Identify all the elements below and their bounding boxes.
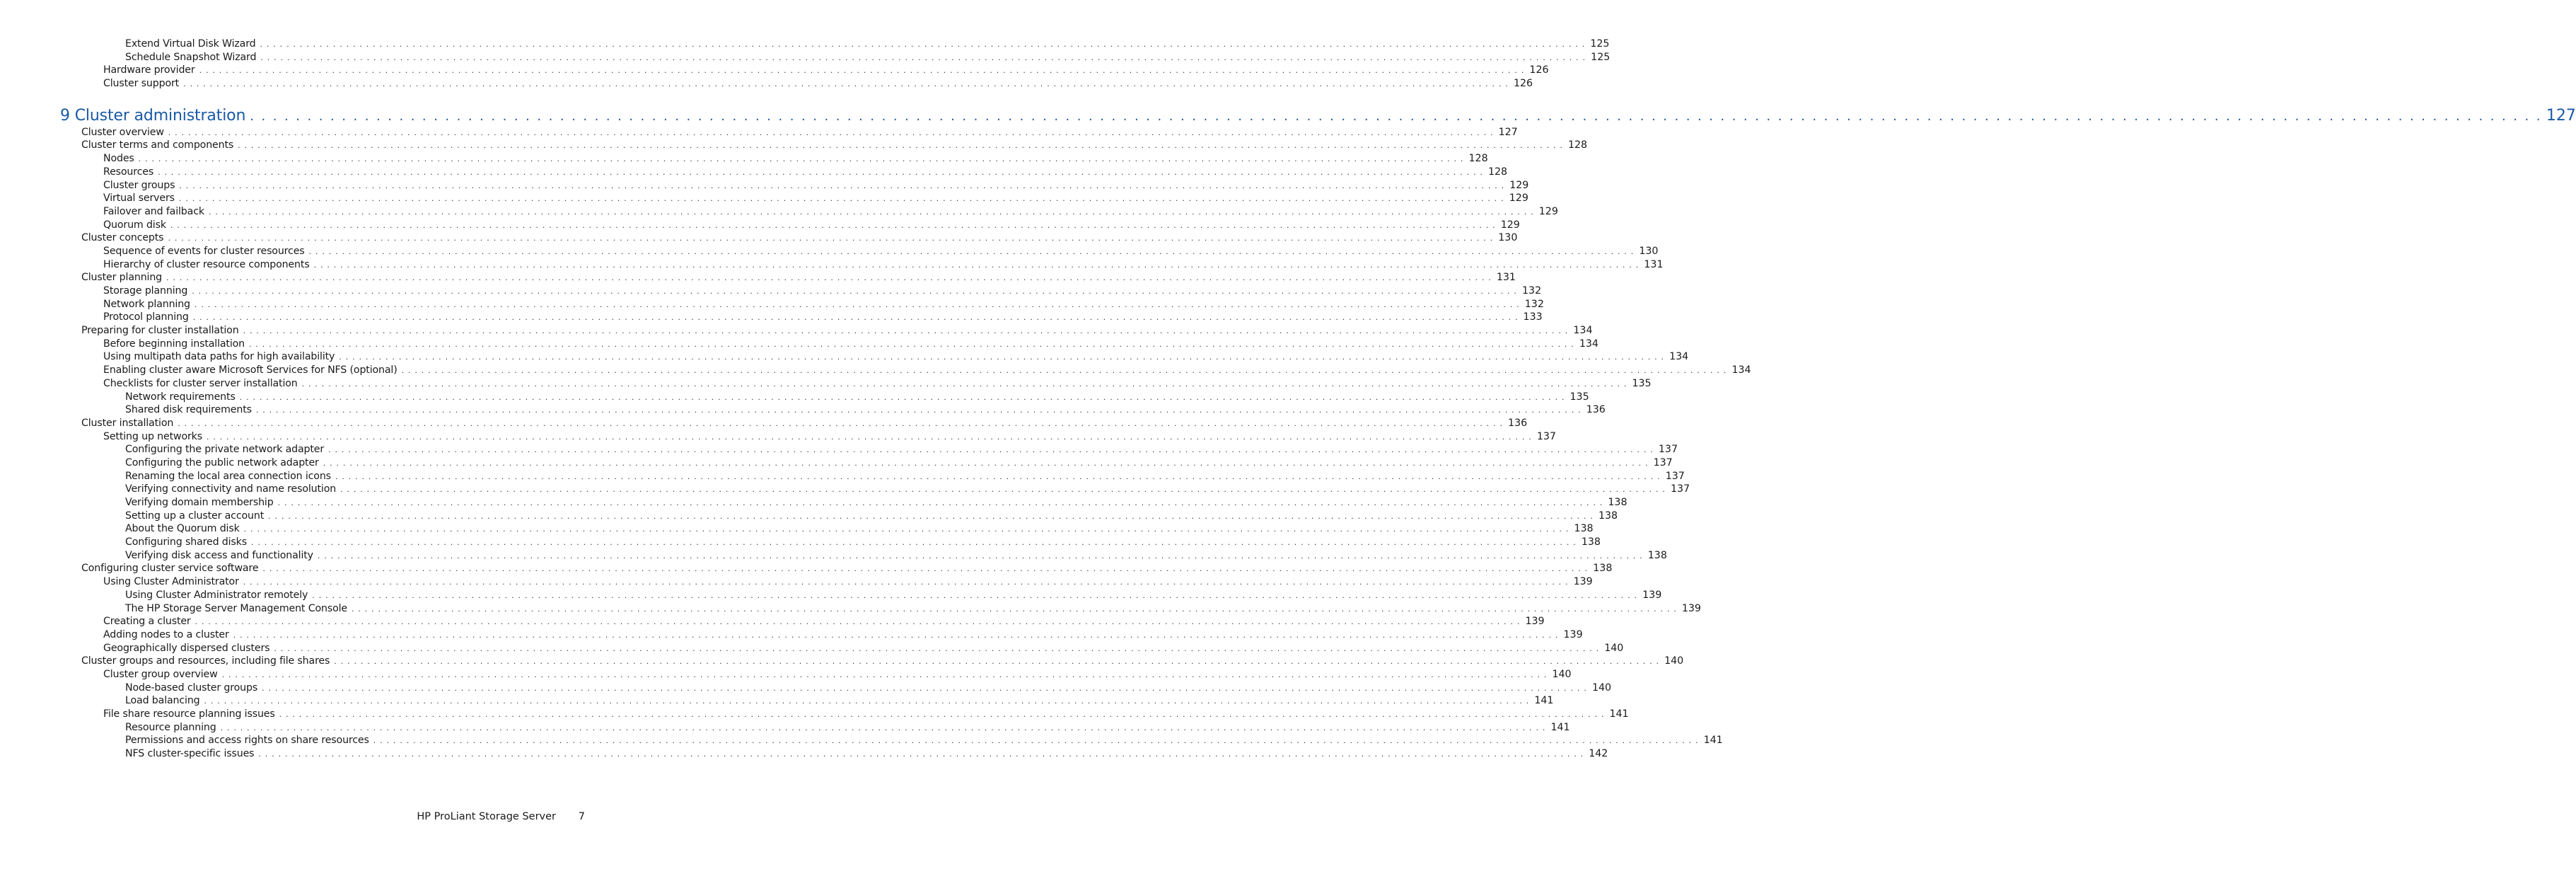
toc-dot-leader: . . . . . . . . . . . . . . . . . . . . . . . . . . . . . . . . . . . . . . . . . . . . . . . . . . . . . . . . . . . . . . . . . . . . . . . . . . . . . . . . . . . . . . . . . . . . . . . . . . . . . . . . . . . . . . . . . . . . . . . . . . . . . . . . . . . . . . . . . . . . . . . . . . . . . . . . . . . . . . . . . . . . . . . . . . . . . . . . . . . . . . . . . . . . . . . . . . . . . . . . <box>179 180 1505 190</box>
toc-entry-title: Using multipath data paths for high availability <box>103 351 335 363</box>
toc-entry[interactable] <box>0 483 1690 496</box>
toc-page-number: 132 <box>1522 285 1542 297</box>
toc-entry[interactable] <box>0 642 1624 655</box>
toc-dot-leader: . . . . . . . . . . . . . . . . . . . . . . . . . . . . . . . . . . . . . . . . . . . . . . . . . . . . . . . . . . . . . . . . . . . . . . . . . . . . . . . . . . . . . . . . . . . . . . . . . . . . . . . . . . . . . . . . . . . . . . . . . . . . . . . . . . . . . . . . . . . . . . . . . . . . . . . . . . . . . . . . . . . . . . . . . . . . . . . . . . . . . . . . . . . . . . . . . . . . . . . . <box>274 643 1600 653</box>
toc-entry[interactable] <box>0 443 1678 456</box>
toc-entry[interactable] <box>0 298 1544 311</box>
toc-entry[interactable] <box>0 231 1518 245</box>
toc-page-number: 134 <box>1669 351 1689 363</box>
toc-entry[interactable] <box>0 64 1549 77</box>
toc-dot-leader: . . . . . . . . . . . . . . . . . . . . . . . . . . . . . . . . . . . . . . . . . . . . . . . . . . . . . . . . . . . . . . . . . . . . . . . . . . . . . . . . . . . . . . . . . . . . . . . . . . . . . . . . . . . . . . . . . . . . . . . . . . . . . . . . . . . . . . . . . . . . . . . . . . . . . . . . . . . . . . . . . . . . . . . . . . . . . . . . . . . . . . . . . . . . . . . . . . . . . . . . <box>178 194 1504 204</box>
toc-entry-title: Sequence of events for cluster resources <box>103 245 305 257</box>
toc-page-number: 140 <box>1664 655 1684 667</box>
toc-dot-leader: . . . . . . . . . . . . . . . . . . . . . . . . . . . . . . . . . . . . . . . . . . . . . . . . . . . . . . . . . . . . . . . . . . . . . . . . . . . . . . . . . . . . . . . . . . . . . . . . . . . . . . . . . . . . . . . . . . . . . . . . . . . . . . . . . . . . . . . . . . . . . . . . . . . . . . . . . . . . . . . . . . . . . . . . . . . . . . . . . . . . . . . . . . . . . . . . . . . . . . . . <box>166 273 1492 283</box>
toc-entry-title: Adding nodes to a cluster <box>103 628 229 640</box>
toc-page-number: 141 <box>1534 695 1554 707</box>
toc-page-number: 127 <box>1498 126 1518 138</box>
toc-page-number: 125 <box>1591 51 1611 63</box>
toc-page-number: 128 <box>1567 139 1588 151</box>
toc-entry-title: Setting up networks <box>103 430 202 442</box>
toc-dot-leader: . . . . . . . . . . . . . . . . . . . . . . . . . . . . . . . . . . . . . . . . . . . . . . . . . . . . . . . . . . . . . . . . . . . . . . . . . . . . . . . . . . . . . . . . . . . . . . . . . . . . . . . . . . . . . . . . . . . . . . . . . . . . . . . . . . . . . . . . . . . . . . . . . . . . . . . . . . . . . . . . . . . . . . . . . . . . . . . . . . . . . . . . . . . . . . . . . . . . . . . . <box>199 66 1525 76</box>
toc-entry-title: Cluster planning <box>81 272 163 284</box>
toc-entry-title: Cluster support <box>103 78 180 90</box>
toc-page-number: 138 <box>1593 563 1613 575</box>
toc-page-number: 137 <box>1658 444 1678 456</box>
toc-dot-leader: . . . . . . . . . . . . . . . . . . . . . . . . . . . . . . . . . . . . . . . . . . . . . . . . . . . . . . . . . . . . . . . . . . . . . . . . . . . . . . . . . . . . . . . . . . . . . . . . . . . . . . . . . . . . . . . . . . . . . . . . . . . . . . . . . . . . . . . . . . . . . . . . . . . . . . . . . . . . . . . . . . . . . . . . . . . . . . . . . . . . . . . . . . . . . . . . . . . . . . . . <box>192 313 1519 323</box>
toc-entry-title: Creating a cluster <box>103 616 191 628</box>
toc-entry[interactable] <box>0 496 1628 510</box>
toc-entry[interactable] <box>0 258 1664 272</box>
toc-entry-title: Protocol planning <box>103 311 189 323</box>
toc-entry-title: Failover and failback <box>103 205 204 217</box>
toc-entry[interactable] <box>0 602 1701 616</box>
toc-dot-leader: . . . . . . . . . . . . . . . . . . . . . . . . . . . . . . . . . . . . . . . . . . . . . . . . . . . . . . . . . . . . . . . . . . . . . . . . . . . . . . . . . . . . . . . . . . . . . . . . . . . . . . . . . . . . . . . . . . . . . . . . . . . . . . . . . . . . . . . . . . . . . . . . . . . . . . . . . . . . . . . . . . . . . . . . . . . . . . . . . . . . . . . . . . . . . . . . . . . . . . . . <box>317 551 1643 560</box>
toc-dot-leader: . . . . . . . . . . . . . . . . . . . . . . . . . . . . . . . . . . . . . . . . . . . . . . . . . . . . . . . . . . . . . . . . . . . . . . . . . . . . . . . . . . . . . . . . . . . . . . . . . . . . . . . . . . . . . . . . . . . . . . . . . . . . . . . . . . . . . . . . . . . . . . . . . . . . . . . . . . . . . . . . . . . . . . . . . . . . . . . . . . . . . . . . . . . . . . . . . . . . . . . . <box>192 287 1518 296</box>
toc-page-number: 141 <box>1550 721 1570 733</box>
toc-dot-leader: . . . . . . . . . . . . . . . . . . . . . . . . . . . . . . . . . . . . . . . . . . . . . . . . . . . . . . . . . . . . . . . . . . . . . . . . . . . . . . . . . . . . . . . . . . . . . . . . . . . . . . . . . . . . . . . . . . . . . . . . . . . . . . . . . . . . . . . . . . . . . . . . . . . . . . . . . . . . . . . . . . . . . . . . . . . . . . . . . . . . . . . . . . . . . . . . . . . . . . . . <box>255 406 1582 415</box>
toc-page-number: 129 <box>1509 179 1529 191</box>
page-footer <box>0 809 675 824</box>
toc-entry[interactable] <box>0 721 1570 735</box>
toc-page-number: 136 <box>1508 417 1528 429</box>
toc-dot-leader: . . . . . . . . . . . . . . . . . . . . . . . . . . . . . . . . . . . . . . . . . . . . . . . . . . . . . . . . . . . . . . . . . . . . . . . . . . . . . . . . . . . . . . . . . . . . . . . . . . . . . . . . . . . . . . . . . . . . . . . . . . . . . . . . . . . . . . . . . . . . . . . . . . . . . . . . . . . . . . . . . . . . . . . . . . . . . . . . . . . . . . . . . . . . . . . . . . . . . . . . <box>308 246 1635 256</box>
toc-page-number: 138 <box>1581 536 1601 548</box>
toc-page-number: 137 <box>1536 430 1556 442</box>
toc-page-number: 134 <box>1579 338 1599 350</box>
toc-entry-title: Network planning <box>103 298 190 310</box>
toc-entry-title: Cluster groups and resources, including file shares <box>81 655 330 667</box>
toc-dot-leader: . . . . . . . . . . . . . . . . . . . . . . . . . . . . . . . . . . . . . . . . . . . . . . . . . . . . . . . . . . . . . . . . . . . . . . . . . . . . . . . . . . . . . . . . . . . . . . . . . . . . . . . . . . . . . . . . . . . . . . . . . . . . . . . . . . . . . . . . . . . . . . . . . . . . . . . . . . . . . . . . . . . . . . . . . . . . . . . . . . . . . . . . . . . . . . . . . . . . . . . . <box>183 79 1509 89</box>
toc-entry[interactable] <box>0 166 1508 179</box>
toc-dot-leader: . . . . . . . . . . . . . . . . . . . . . . . . . . . . . . . . . . . . . . . . . . . . . . . . . . . . . . . . . . . . . . . . . . . . . . . . . . . . . . . . . . . . . . . . . . . . . . . . . . . . . . . . . . . . . . . . . . . . . . . . . . . . . . . . . . . . . . . . . . . . . . . . . . . . . . . . . . . . . . . . . . . . . . . . . . . . . . . . . . . . . . . . . . . . . . . . . . . . . . . . <box>351 604 1677 614</box>
toc-page-number: 141 <box>1609 708 1629 720</box>
toc-entry-title: Cluster installation <box>81 417 174 429</box>
toc-entry-title: Cluster overview <box>81 126 164 138</box>
toc-entry[interactable] <box>0 219 1520 232</box>
toc-dot-leader: . . . . . . . . . . . . . . . . . . . . . . . . . . . . . . . . . . . . . . . . . . . . . . . . . . . . . . . . . . . . . . . . . . . . . . . . . . . . . . . . . . . . . . . . . . . . . . . . . . . . . . . . . . . . . . . . . . . . . . . . . . . . . . . . . . . . . . . . . . . . . . . . . . . . . . . . . . . . . . . . . . . . . . . . . . . . . . . . . . . . . . . . . . . . . . . . . . . . . . . . <box>268 511 1594 521</box>
toc-entry-title: Using Cluster Administrator remotely <box>125 589 308 601</box>
toc-entry[interactable] <box>0 311 1543 324</box>
toc-dot-leader: . . . . . . . . . . . . . . . . . . . . . . . . . . . . . . . . . . . . . . . . . . . . . . . . . . . . . . . . . . . . . . . . . . . . . . . . . . . . . . . . . . . . . . . . . . . . . . . . . . . . . . . . . . . . . . . . . . . . . . . . . . . . . . . . . . . . . . . . . . . . . . . . . . . . . . . . . . . . . . . . . . . . . . . . . . . . . . . . . . . . . . . . . . . . . . . . . . . . . . . . <box>250 108 2542 124</box>
toc-entry-title: Verifying connectivity and name resolution <box>125 483 337 495</box>
toc-entry[interactable] <box>0 562 1613 575</box>
toc-entry-title: Renaming the local area connection icons <box>125 470 331 482</box>
toc-page-number: 142 <box>1589 748 1608 760</box>
toc-entry-title: Node-based cluster groups <box>125 682 258 694</box>
toc-dot-leader: . . . . . . . . . . . . . . . . . . . . . . . . . . . . . . . . . . . . . . . . . . . . . . . . . . . . . . . . . . . . . . . . . . . . . . . . . . . . . . . . . . . . . . . . . . . . . . . . . . . . . . . . . . . . . . . . . . . . . . . . . . . . . . . . . . . . . . . . . . . . . . . . . . . . . . . . . . . . . . . . . . . . . . . . . . . . . . . . . . . . . . . . . . . . . . . . . . . . . . . . <box>239 392 1565 402</box>
toc-entry-title: 9 Cluster administration <box>60 106 246 125</box>
toc-chapter-heading[interactable] <box>0 105 2576 126</box>
toc-entry-title: NFS cluster-specific issues <box>125 748 255 760</box>
toc-dot-leader: . . . . . . . . . . . . . . . . . . . . . . . . . . . . . . . . . . . . . . . . . . . . . . . . . . . . . . . . . . . . . . . . . . . . . . . . . . . . . . . . . . . . . . . . . . . . . . . . . . . . . . . . . . . . . . . . . . . . . . . . . . . . . . . . . . . . . . . . . . . . . . . . . . . . . . . . . . . . . . . . . . . . . . . . . . . . . . . . . . . . . . . . . . . . . . . . . . . . . . . . <box>249 339 1574 349</box>
toc-entry[interactable] <box>0 708 1629 721</box>
toc-entry[interactable] <box>0 417 1528 430</box>
toc-page-number: 129 <box>1500 219 1520 231</box>
toc-entry[interactable] <box>0 655 1684 668</box>
toc-dot-leader: . . . . . . . . . . . . . . . . . . . . . . . . . . . . . . . . . . . . . . . . . . . . . . . . . . . . . . . . . . . . . . . . . . . . . . . . . . . . . . . . . . . . . . . . . . . . . . . . . . . . . . . . . . . . . . . . . . . . . . . . . . . . . . . . . . . . . . . . . . . . . . . . . . . . . . . . . . . . . . . . . . . . . . . . . . . . . . . . . . . . . . . . . . . . . . . . . . . . . . . . <box>206 432 1532 442</box>
toc-dot-leader: . . . . . . . . . . . . . . . . . . . . . . . . . . . . . . . . . . . . . . . . . . . . . . . . . . . . . . . . . . . . . . . . . . . . . . . . . . . . . . . . . . . . . . . . . . . . . . . . . . . . . . . . . . . . . . . . . . . . . . . . . . . . . . . . . . . . . . . . . . . . . . . . . . . . . . . . . . . . . . . . . . . . . . . . . . . . . . . . . . . . . . . . . . . . . . . . . . . . . . . . <box>312 590 1638 600</box>
toc-page-number: 137 <box>1665 470 1685 482</box>
toc-entry[interactable] <box>0 628 1583 642</box>
toc-page-number: 132 <box>1524 298 1544 310</box>
toc-entry-title: Extend Virtual Disk Wizard <box>125 38 256 50</box>
table-of-contents <box>0 38 2576 761</box>
toc-entry[interactable] <box>0 575 1593 589</box>
toc-page-number: 128 <box>1487 166 1508 178</box>
toc-entry-title: Configuring the private network adapter <box>125 444 325 456</box>
toc-entry-title: Preparing for cluster installation <box>81 325 239 337</box>
toc-dot-leader: . . . . . . . . . . . . . . . . . . . . . . . . . . . . . . . . . . . . . . . . . . . . . . . . . . . . . . . . . . . . . . . . . . . . . . . . . . . . . . . . . . . . . . . . . . . . . . . . . . . . . . . . . . . . . . . . . . . . . . . . . . . . . . . . . . . . . . . . . . . . . . . . . . . . . . . . . . . . . . . . . . . . . . . . . . . . . . . . . . . . . . . . . . . . . . . . . . . . . . . . <box>334 657 1660 667</box>
toc-entry[interactable] <box>0 284 1542 298</box>
toc-dot-leader: . . . . . . . . . . . . . . . . . . . . . . . . . . . . . . . . . . . . . . . . . . . . . . . . . . . . . . . . . . . . . . . . . . . . . . . . . . . . . . . . . . . . . . . . . . . . . . . . . . . . . . . . . . . . . . . . . . . . . . . . . . . . . . . . . . . . . . . . . . . . . . . . . . . . . . . . . . . . . . . . . . . . . . . . . . . . . . . . . . . . . . . . . . . . . . . . . . . . . . . . <box>328 445 1654 455</box>
toc-dot-leader: . . . . . . . . . . . . . . . . . . . . . . . . . . . . . . . . . . . . . . . . . . . . . . . . . . . . . . . . . . . . . . . . . . . . . . . . . . . . . . . . . . . . . . . . . . . . . . . . . . . . . . . . . . . . . . . . . . . . . . . . . . . . . . . . . . . . . . . . . . . . . . . . . . . . . . . . . . . . . . . . . . . . . . . . . . . . . . . . . . . . . . . . . . . . . . . . . . . . . . . . <box>262 564 1589 574</box>
toc-entry-title: Setting up a cluster account <box>125 510 265 522</box>
toc-page-number: 138 <box>1608 497 1628 508</box>
toc-page-number: 125 <box>1590 38 1610 50</box>
toc-entry[interactable] <box>0 549 1667 563</box>
toc-entry[interactable] <box>0 470 1685 483</box>
toc-page-number: 139 <box>1681 602 1701 614</box>
toc-dot-leader: . . . . . . . . . . . . . . . . . . . . . . . . . . . . . . . . . . . . . . . . . . . . . . . . . . . . . . . . . . . . . . . . . . . . . . . . . . . . . . . . . . . . . . . . . . . . . . . . . . . . . . . . . . . . . . . . . . . . . . . . . . . . . . . . . . . . . . . . . . . . . . . . . . . . . . . . . . . . . . . . . . . . . . . . . . . . . . . . . . . . . . . . . . . . . . . . . . . . . . . . <box>250 538 1577 548</box>
toc-dot-leader: . . . . . . . . . . . . . . . . . . . . . . . . . . . . . . . . . . . . . . . . . . . . . . . . . . . . . . . . . . . . . . . . . . . . . . . . . . . . . . . . . . . . . . . . . . . . . . . . . . . . . . . . . . . . . . . . . . . . . . . . . . . . . . . . . . . . . . . . . . . . . . . . . . . . . . . . . . . . . . . . . . . . . . . . . . . . . . . . . . . . . . . . . . . . . . . . . . . . . . . . <box>204 696 1530 706</box>
toc-dot-leader: . . . . . . . . . . . . . . . . . . . . . . . . . . . . . . . . . . . . . . . . . . . . . . . . . . . . . . . . . . . . . . . . . . . . . . . . . . . . . . . . . . . . . . . . . . . . . . . . . . . . . . . . . . . . . . . . . . . . . . . . . . . . . . . . . . . . . . . . . . . . . . . . . . . . . . . . . . . . . . . . . . . . . . . . . . . . . . . . . . . . . . . . . . . . . . . . . . . . . . . . <box>277 498 1603 507</box>
toc-dot-leader: . . . . . . . . . . . . . . . . . . . . . . . . . . . . . . . . . . . . . . . . . . . . . . . . . . . . . . . . . . . . . . . . . . . . . . . . . . . . . . . . . . . . . . . . . . . . . . . . . . . . . . . . . . . . . . . . . . . . . . . . . . . . . . . . . . . . . . . . . . . . . . . . . . . . . . . . . . . . . . . . . . . . . . . . . . . . . . . . . . . . . . . . . . . . . . . . . . . . . . . . <box>194 299 1520 309</box>
toc-dot-leader: . . . . . . . . . . . . . . . . . . . . . . . . . . . . . . . . . . . . . . . . . . . . . . . . . . . . . . . . . . . . . . . . . . . . . . . . . . . . . . . . . . . . . . . . . . . . . . . . . . . . . . . . . . . . . . . . . . . . . . . . . . . . . . . . . . . . . . . . . . . . . . . . . . . . . . . . . . . . . . . . . . . . . . . . . . . . . . . . . . . . . . . . . . . . . . . . . . . . . . . . <box>238 141 1564 151</box>
toc-dot-leader: . . . . . . . . . . . . . . . . . . . . . . . . . . . . . . . . . . . . . . . . . . . . . . . . . . . . . . . . . . . . . . . . . . . . . . . . . . . . . . . . . . . . . . . . . . . . . . . . . . . . . . . . . . . . . . . . . . . . . . . . . . . . . . . . . . . . . . . . . . . . . . . . . . . . . . . . . . . . . . . . . . . . . . . . . . . . . . . . . . . . . . . . . . . . . . . . . . . . . . . . <box>260 52 1586 62</box>
toc-entry-title: Cluster groups <box>103 179 175 191</box>
toc-entry-title: File share resource planning issues <box>103 708 275 720</box>
toc-page-number: 134 <box>1573 325 1593 337</box>
toc-entry[interactable] <box>0 152 1488 166</box>
toc-entry-title: Configuring shared disks <box>125 536 247 548</box>
toc-entry-title: Nodes <box>103 153 134 165</box>
toc-entry[interactable] <box>0 139 1588 152</box>
toc-entry[interactable] <box>0 77 1533 91</box>
toc-page-number: 135 <box>1632 377 1652 389</box>
toc-page-number: 140 <box>1604 642 1624 654</box>
toc-dot-leader: . . . . . . . . . . . . . . . . . . . . . . . . . . . . . . . . . . . . . . . . . . . . . . . . . . . . . . . . . . . . . . . . . . . . . . . . . . . . . . . . . . . . . . . . . . . . . . . . . . . . . . . . . . . . . . . . . . . . . . . . . . . . . . . . . . . . . . . . . . . . . . . . . . . . . . . . . . . . . . . . . . . . . . . . . . . . . . . . . . . . . . . . . . . . . . . . . . . . . . . . <box>178 418 1504 428</box>
toc-page-number: 141 <box>1703 735 1723 747</box>
toc-page-number: 130 <box>1498 232 1518 244</box>
toc-entry[interactable] <box>0 126 1518 139</box>
toc-page-number: 134 <box>1731 364 1751 376</box>
toc-page-number: 133 <box>1523 311 1543 323</box>
toc-page-number: 127 <box>2546 106 2576 125</box>
toc-entry[interactable] <box>0 338 1599 351</box>
toc-dot-leader: . . . . . . . . . . . . . . . . . . . . . . . . . . . . . . . . . . . . . . . . . . . . . . . . . . . . . . . . . . . . . . . . . . . . . . . . . . . . . . . . . . . . . . . . . . . . . . . . . . . . . . . . . . . . . . . . . . . . . . . . . . . . . . . . . . . . . . . . . . . . . . . . . . . . . . . . . . . . . . . . . . . . . . . . . . . . . . . . . . . . . . . . . . . . . . . . . . . . . . . . <box>279 710 1605 719</box>
toc-entry-title: Resources <box>103 166 154 178</box>
toc-page-number: 129 <box>1538 205 1558 217</box>
toc-dot-leader: . . . . . . . . . . . . . . . . . . . . . . . . . . . . . . . . . . . . . . . . . . . . . . . . . . . . . . . . . . . . . . . . . . . . . . . . . . . . . . . . . . . . . . . . . . . . . . . . . . . . . . . . . . . . . . . . . . . . . . . . . . . . . . . . . . . . . . . . . . . . . . . . . . . . . . . . . . . . . . . . . . . . . . . . . . . . . . . . . . . . . . . . . . . . . . . . . . . . . . . . <box>401 366 1727 376</box>
toc-entry[interactable] <box>0 510 1618 523</box>
toc-page-number: 128 <box>1468 153 1488 165</box>
toc-entry-title: About the Quorum disk <box>125 523 240 535</box>
toc-entry[interactable] <box>0 350 1689 364</box>
toc-page-number: 130 <box>1639 245 1659 257</box>
toc-dot-leader: . . . . . . . . . . . . . . . . . . . . . . . . . . . . . . . . . . . . . . . . . . . . . . . . . . . . . . . . . . . . . . . . . . . . . . . . . . . . . . . . . . . . . . . . . . . . . . . . . . . . . . . . . . . . . . . . . . . . . . . . . . . . . . . . . . . . . . . . . . . . . . . . . . . . . . . . . . . . . . . . . . . . . . . . . . . . . . . . . . . . . . . . . . . . . . . . . . . . . . . . <box>170 220 1496 230</box>
footer-page-number: 7 <box>578 811 585 822</box>
toc-entry-title: Network requirements <box>125 391 236 403</box>
toc-entry-title: Configuring the public network adapter <box>125 456 319 468</box>
toc-entry-title: Checklists for cluster server installation <box>103 377 298 389</box>
toc-dot-leader: . . . . . . . . . . . . . . . . . . . . . . . . . . . . . . . . . . . . . . . . . . . . . . . . . . . . . . . . . . . . . . . . . . . . . . . . . . . . . . . . . . . . . . . . . . . . . . . . . . . . . . . . . . . . . . . . . . . . . . . . . . . . . . . . . . . . . . . . . . . . . . . . . . . . . . . . . . . . . . . . . . . . . . . . . . . . . . . . . . . . . . . . . . . . . . . . . . . . . . . . <box>168 127 1494 137</box>
toc-entry[interactable] <box>0 430 1556 444</box>
toc-entry[interactable] <box>0 615 1545 628</box>
toc-entry-title: Geographically dispersed clusters <box>103 642 270 654</box>
toc-dot-leader: . . . . . . . . . . . . . . . . . . . . . . . . . . . . . . . . . . . . . . . . . . . . . . . . . . . . . . . . . . . . . . . . . . . . . . . . . . . . . . . . . . . . . . . . . . . . . . . . . . . . . . . . . . . . . . . . . . . . . . . . . . . . . . . . . . . . . . . . . . . . . . . . . . . . . . . . . . . . . . . . . . . . . . . . . . . . . . . . . . . . . . . . . . . . . . . . . . . . . . . . <box>138 154 1464 164</box>
toc-entry[interactable] <box>0 51 1611 64</box>
toc-page-number: 139 <box>1525 616 1545 628</box>
toc-page-number: 126 <box>1513 78 1533 90</box>
toc-dot-leader: . . . . . . . . . . . . . . . . . . . . . . . . . . . . . . . . . . . . . . . . . . . . . . . . . . . . . . . . . . . . . . . . . . . . . . . . . . . . . . . . . . . . . . . . . . . . . . . . . . . . . . . . . . . . . . . . . . . . . . . . . . . . . . . . . . . . . . . . . . . . . . . . . . . . . . . . . . . . . . . . . . . . . . . . . . . . . . . . . . . . . . . . . . . . . . . . . . . . . . . . <box>260 40 1586 49</box>
toc-page-number: 126 <box>1529 64 1549 76</box>
toc-dot-leader: . . . . . . . . . . . . . . . . . . . . . . . . . . . . . . . . . . . . . . . . . . . . . . . . . . . . . . . . . . . . . . . . . . . . . . . . . . . . . . . . . . . . . . . . . . . . . . . . . . . . . . . . . . . . . . . . . . . . . . . . . . . . . . . . . . . . . . . . . . . . . . . . . . . . . . . . . . . . . . . . . . . . . . . . . . . . . . . . . . . . . . . . . . . . . . . . . . . . . . . . <box>233 630 1559 640</box>
toc-dot-leader: . . . . . . . . . . . . . . . . . . . . . . . . . . . . . . . . . . . . . . . . . . . . . . . . . . . . . . . . . . . . . . . . . . . . . . . . . . . . . . . . . . . . . . . . . . . . . . . . . . . . . . . . . . . . . . . . . . . . . . . . . . . . . . . . . . . . . . . . . . . . . . . . . . . . . . . . . . . . . . . . . . . . . . . . . . . . . . . . . . . . . . . . . . . . . . . . . . . . . . . . <box>158 167 1484 177</box>
toc-dot-leader: . . . . . . . . . . . . . . . . . . . . . . . . . . . . . . . . . . . . . . . . . . . . . . . . . . . . . . . . . . . . . . . . . . . . . . . . . . . . . . . . . . . . . . . . . . . . . . . . . . . . . . . . . . . . . . . . . . . . . . . . . . . . . . . . . . . . . . . . . . . . . . . . . . . . . . . . . . . . . . . . . . . . . . . . . . . . . . . . . . . . . . . . . . . . . . . . . . . . . . . . <box>262 683 1588 693</box>
toc-entry-title: Shared disk requirements <box>125 404 252 416</box>
toc-entry[interactable] <box>0 747 1608 761</box>
toc-entry-title: Hierarchy of cluster resource components <box>103 258 310 270</box>
toc-entry-title: Hardware provider <box>103 64 195 76</box>
toc-entry[interactable] <box>0 391 1589 404</box>
toc-page-number: 139 <box>1642 589 1662 601</box>
toc-entry[interactable] <box>0 403 1606 417</box>
toc-entry[interactable] <box>0 364 1751 377</box>
toc-entry-title: Virtual servers <box>103 192 175 205</box>
toc-entry-title: Verifying domain membership <box>125 497 274 508</box>
toc-entry[interactable] <box>0 522 1594 536</box>
toc-dot-leader: . . . . . . . . . . . . . . . . . . . . . . . . . . . . . . . . . . . . . . . . . . . . . . . . . . . . . . . . . . . . . . . . . . . . . . . . . . . . . . . . . . . . . . . . . . . . . . . . . . . . . . . . . . . . . . . . . . . . . . . . . . . . . . . . . . . . . . . . . . . . . . . . . . . . . . . . . . . . . . . . . . . . . . . . . . . . . . . . . . . . . . . . . . . . . . . . . . . . . . . . <box>313 260 1640 270</box>
toc-entry[interactable] <box>0 377 1652 391</box>
toc-dot-leader: . . . . . . . . . . . . . . . . . . . . . . . . . . . . . . . . . . . . . . . . . . . . . . . . . . . . . . . . . . . . . . . . . . . . . . . . . . . . . . . . . . . . . . . . . . . . . . . . . . . . . . . . . . . . . . . . . . . . . . . . . . . . . . . . . . . . . . . . . . . . . . . . . . . . . . . . . . . . . . . . . . . . . . . . . . . . . . . . . . . . . . . . . . . . . . . . . . . . . . . . <box>339 352 1665 362</box>
toc-page-number: 139 <box>1563 628 1583 640</box>
toc-entry[interactable] <box>0 192 1528 205</box>
toc-entry-title: The HP Storage Server Management Console <box>125 602 347 614</box>
toc-entry[interactable] <box>0 324 1593 338</box>
toc-entry-title: Cluster terms and components <box>81 139 234 151</box>
toc-entry-title: Load balancing <box>125 695 200 707</box>
toc-dot-leader: . . . . . . . . . . . . . . . . . . . . . . . . . . . . . . . . . . . . . . . . . . . . . . . . . . . . . . . . . . . . . . . . . . . . . . . . . . . . . . . . . . . . . . . . . . . . . . . . . . . . . . . . . . . . . . . . . . . . . . . . . . . . . . . . . . . . . . . . . . . . . . . . . . . . . . . . . . . . . . . . . . . . . . . . . . . . . . . . . . . . . . . . . . . . . . . . . . . . . . . . <box>323 458 1649 468</box>
toc-entry[interactable] <box>0 179 1529 192</box>
toc-entry[interactable] <box>0 456 1673 470</box>
toc-page-number: 140 <box>1552 668 1572 680</box>
toc-page-number: 129 <box>1509 192 1528 205</box>
toc-entry-title: Schedule Snapshot Wizard <box>125 51 257 63</box>
toc-entry-title: Enabling cluster aware Microsoft Services for NFS (optional) <box>103 364 398 376</box>
toc-dot-leader: . . . . . . . . . . . . . . . . . . . . . . . . . . . . . . . . . . . . . . . . . . . . . . . . . . . . . . . . . . . . . . . . . . . . . . . . . . . . . . . . . . . . . . . . . . . . . . . . . . . . . . . . . . . . . . . . . . . . . . . . . . . . . . . . . . . . . . . . . . . . . . . . . . . . . . . . . . . . . . . . . . . . . . . . . . . . . . . . . . . . . . . . . . . . . . . . . . . . . . . . <box>243 524 1570 534</box>
toc-entry-title: Storage planning <box>103 285 188 297</box>
toc-entry[interactable] <box>0 536 1601 549</box>
toc-dot-leader: . . . . . . . . . . . . . . . . . . . . . . . . . . . . . . . . . . . . . . . . . . . . . . . . . . . . . . . . . . . . . . . . . . . . . . . . . . . . . . . . . . . . . . . . . . . . . . . . . . . . . . . . . . . . . . . . . . . . . . . . . . . . . . . . . . . . . . . . . . . . . . . . . . . . . . . . . . . . . . . . . . . . . . . . . . . . . . . . . . . . . . . . . . . . . . . . . . . . . . . . <box>221 669 1548 679</box>
toc-dot-leader: . . . . . . . . . . . . . . . . . . . . . . . . . . . . . . . . . . . . . . . . . . . . . . . . . . . . . . . . . . . . . . . . . . . . . . . . . . . . . . . . . . . . . . . . . . . . . . . . . . . . . . . . . . . . . . . . . . . . . . . . . . . . . . . . . . . . . . . . . . . . . . . . . . . . . . . . . . . . . . . . . . . . . . . . . . . . . . . . . . . . . . . . . . . . . . . . . . . . . . . . <box>208 207 1534 217</box>
footer-title: HP ProLiant Storage Server <box>417 811 556 822</box>
toc-entry-title: Quorum disk <box>103 219 166 231</box>
toc-entry[interactable] <box>0 245 1659 258</box>
toc-dot-leader: . . . . . . . . . . . . . . . . . . . . . . . . . . . . . . . . . . . . . . . . . . . . . . . . . . . . . . . . . . . . . . . . . . . . . . . . . . . . . . . . . . . . . . . . . . . . . . . . . . . . . . . . . . . . . . . . . . . . . . . . . . . . . . . . . . . . . . . . . . . . . . . . . . . . . . . . . . . . . . . . . . . . . . . . . . . . . . . . . . . . . . . . . . . . . . . . . . . . . . . . <box>168 234 1494 243</box>
toc-page-number: 138 <box>1647 549 1667 561</box>
toc-entry-title: Configuring cluster service software <box>81 563 259 575</box>
toc-entry[interactable] <box>0 38 1610 51</box>
toc-page-number: 138 <box>1598 510 1618 522</box>
toc-page-number: 140 <box>1591 682 1612 694</box>
toc-entry-title: Cluster concepts <box>81 232 164 244</box>
toc-entry[interactable] <box>0 205 1558 219</box>
toc-entry-title: Verifying disk access and functionality <box>125 549 313 561</box>
toc-dot-leader: . . . . . . . . . . . . . . . . . . . . . . . . . . . . . . . . . . . . . . . . . . . . . . . . . . . . . . . . . . . . . . . . . . . . . . . . . . . . . . . . . . . . . . . . . . . . . . . . . . . . . . . . . . . . . . . . . . . . . . . . . . . . . . . . . . . . . . . . . . . . . . . . . . . . . . . . . . . . . . . . . . . . . . . . . . . . . . . . . . . . . . . . . . . . . . . . . . . . . . . . <box>243 326 1569 336</box>
toc-entry[interactable] <box>0 694 1554 708</box>
toc-dot-leader: . . . . . . . . . . . . . . . . . . . . . . . . . . . . . . . . . . . . . . . . . . . . . . . . . . . . . . . . . . . . . . . . . . . . . . . . . . . . . . . . . . . . . . . . . . . . . . . . . . . . . . . . . . . . . . . . . . . . . . . . . . . . . . . . . . . . . . . . . . . . . . . . . . . . . . . . . . . . . . . . . . . . . . . . . . . . . . . . . . . . . . . . . . . . . . . . . . . . . . . . <box>373 736 1699 746</box>
toc-entry-title: Before beginning installation <box>103 338 245 350</box>
toc-page-number: 137 <box>1670 483 1690 495</box>
toc-dot-leader: . . . . . . . . . . . . . . . . . . . . . . . . . . . . . . . . . . . . . . . . . . . . . . . . . . . . . . . . . . . . . . . . . . . . . . . . . . . . . . . . . . . . . . . . . . . . . . . . . . . . . . . . . . . . . . . . . . . . . . . . . . . . . . . . . . . . . . . . . . . . . . . . . . . . . . . . . . . . . . . . . . . . . . . . . . . . . . . . . . . . . . . . . . . . . . . . . . . . . . . . <box>340 485 1666 495</box>
toc-entry-title: Using Cluster Administrator <box>103 576 239 588</box>
toc-entry-title: Resource planning <box>125 721 216 733</box>
toc-page-number: 135 <box>1570 391 1589 403</box>
toc-entry-title: Cluster group overview <box>103 668 218 680</box>
toc-page-number: 131 <box>1496 272 1516 284</box>
toc-page-number: 137 <box>1653 456 1673 468</box>
toc-dot-leader: . . . . . . . . . . . . . . . . . . . . . . . . . . . . . . . . . . . . . . . . . . . . . . . . . . . . . . . . . . . . . . . . . . . . . . . . . . . . . . . . . . . . . . . . . . . . . . . . . . . . . . . . . . . . . . . . . . . . . . . . . . . . . . . . . . . . . . . . . . . . . . . . . . . . . . . . . . . . . . . . . . . . . . . . . . . . . . . . . . . . . . . . . . . . . . . . . . . . . . . . <box>335 471 1661 481</box>
toc-dot-leader: . . . . . . . . . . . . . . . . . . . . . . . . . . . . . . . . . . . . . . . . . . . . . . . . . . . . . . . . . . . . . . . . . . . . . . . . . . . . . . . . . . . . . . . . . . . . . . . . . . . . . . . . . . . . . . . . . . . . . . . . . . . . . . . . . . . . . . . . . . . . . . . . . . . . . . . . . . . . . . . . . . . . . . . . . . . . . . . . . . . . . . . . . . . . . . . . . . . . . . . . <box>301 379 1628 389</box>
toc-page-number: 136 <box>1586 404 1606 416</box>
toc-page-number: 131 <box>1644 258 1664 270</box>
toc-entry[interactable] <box>0 589 1662 602</box>
toc-entry[interactable] <box>0 271 1516 284</box>
toc-page-number: 138 <box>1574 523 1594 535</box>
toc-entry[interactable] <box>0 682 1612 695</box>
toc-dot-leader: . . . . . . . . . . . . . . . . . . . . . . . . . . . . . . . . . . . . . . . . . . . . . . . . . . . . . . . . . . . . . . . . . . . . . . . . . . . . . . . . . . . . . . . . . . . . . . . . . . . . . . . . . . . . . . . . . . . . . . . . . . . . . . . . . . . . . . . . . . . . . . . . . . . . . . . . . . . . . . . . . . . . . . . . . . . . . . . . . . . . . . . . . . . . . . . . . . . . . . . . <box>258 749 1584 759</box>
toc-dot-leader: . . . . . . . . . . . . . . . . . . . . . . . . . . . . . . . . . . . . . . . . . . . . . . . . . . . . . . . . . . . . . . . . . . . . . . . . . . . . . . . . . . . . . . . . . . . . . . . . . . . . . . . . . . . . . . . . . . . . . . . . . . . . . . . . . . . . . . . . . . . . . . . . . . . . . . . . . . . . . . . . . . . . . . . . . . . . . . . . . . . . . . . . . . . . . . . . . . . . . . . . <box>220 723 1546 732</box>
toc-entry[interactable] <box>0 734 1723 747</box>
toc-entry[interactable] <box>0 668 1572 682</box>
toc-entry-title: Permissions and access rights on share resources <box>125 735 369 747</box>
toc-dot-leader: . . . . . . . . . . . . . . . . . . . . . . . . . . . . . . . . . . . . . . . . . . . . . . . . . . . . . . . . . . . . . . . . . . . . . . . . . . . . . . . . . . . . . . . . . . . . . . . . . . . . . . . . . . . . . . . . . . . . . . . . . . . . . . . . . . . . . . . . . . . . . . . . . . . . . . . . . . . . . . . . . . . . . . . . . . . . . . . . . . . . . . . . . . . . . . . . . . . . . . . . <box>195 617 1521 627</box>
toc-page-number: 139 <box>1573 576 1593 588</box>
toc-dot-leader: . . . . . . . . . . . . . . . . . . . . . . . . . . . . . . . . . . . . . . . . . . . . . . . . . . . . . . . . . . . . . . . . . . . . . . . . . . . . . . . . . . . . . . . . . . . . . . . . . . . . . . . . . . . . . . . . . . . . . . . . . . . . . . . . . . . . . . . . . . . . . . . . . . . . . . . . . . . . . . . . . . . . . . . . . . . . . . . . . . . . . . . . . . . . . . . . . . . . . . . . <box>243 577 1569 587</box>
